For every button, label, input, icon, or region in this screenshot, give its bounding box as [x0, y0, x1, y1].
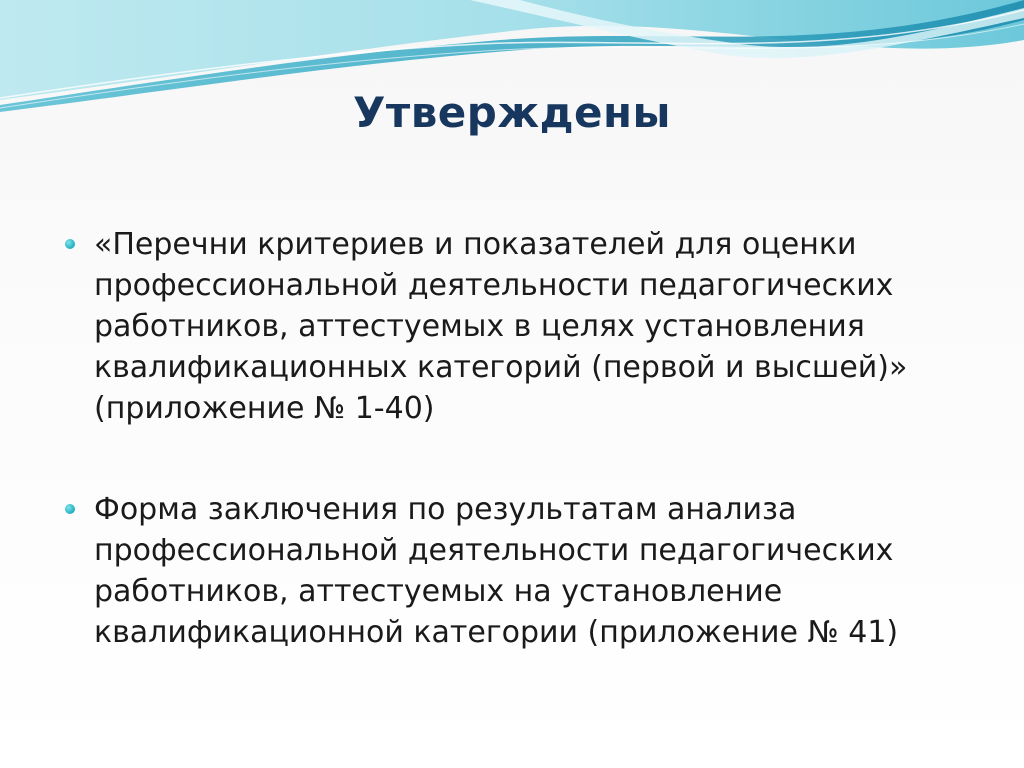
list-item-line: профессиональной деятельности педагогических: [94, 533, 894, 568]
list-item-line: работников, аттестуемых на установление: [94, 574, 783, 609]
bullet-list: [60, 224, 960, 653]
list-item-line: работников, аттестуемых в целях установления: [94, 309, 865, 344]
list-item-line: квалификационной категории (приложение № 41): [94, 615, 899, 650]
list-item-line: (приложение № 1-40): [94, 391, 435, 426]
teal-dot-bullet-icon: [65, 504, 75, 514]
slide-title: Утверждены: [352, 88, 672, 137]
teal-dot-bullet-icon: [65, 239, 75, 249]
list-item-line: «Перечни критериев и показателей для оценки: [94, 227, 857, 262]
list-item-line: Форма заключения по результатам анализа: [94, 492, 797, 527]
list-item-line: квалификационных категорий (первой и высшей)»: [94, 350, 908, 385]
list-item: [60, 489, 960, 653]
list-item-line: профессиональной деятельности педагогических: [94, 268, 894, 303]
list-item: [60, 224, 960, 429]
